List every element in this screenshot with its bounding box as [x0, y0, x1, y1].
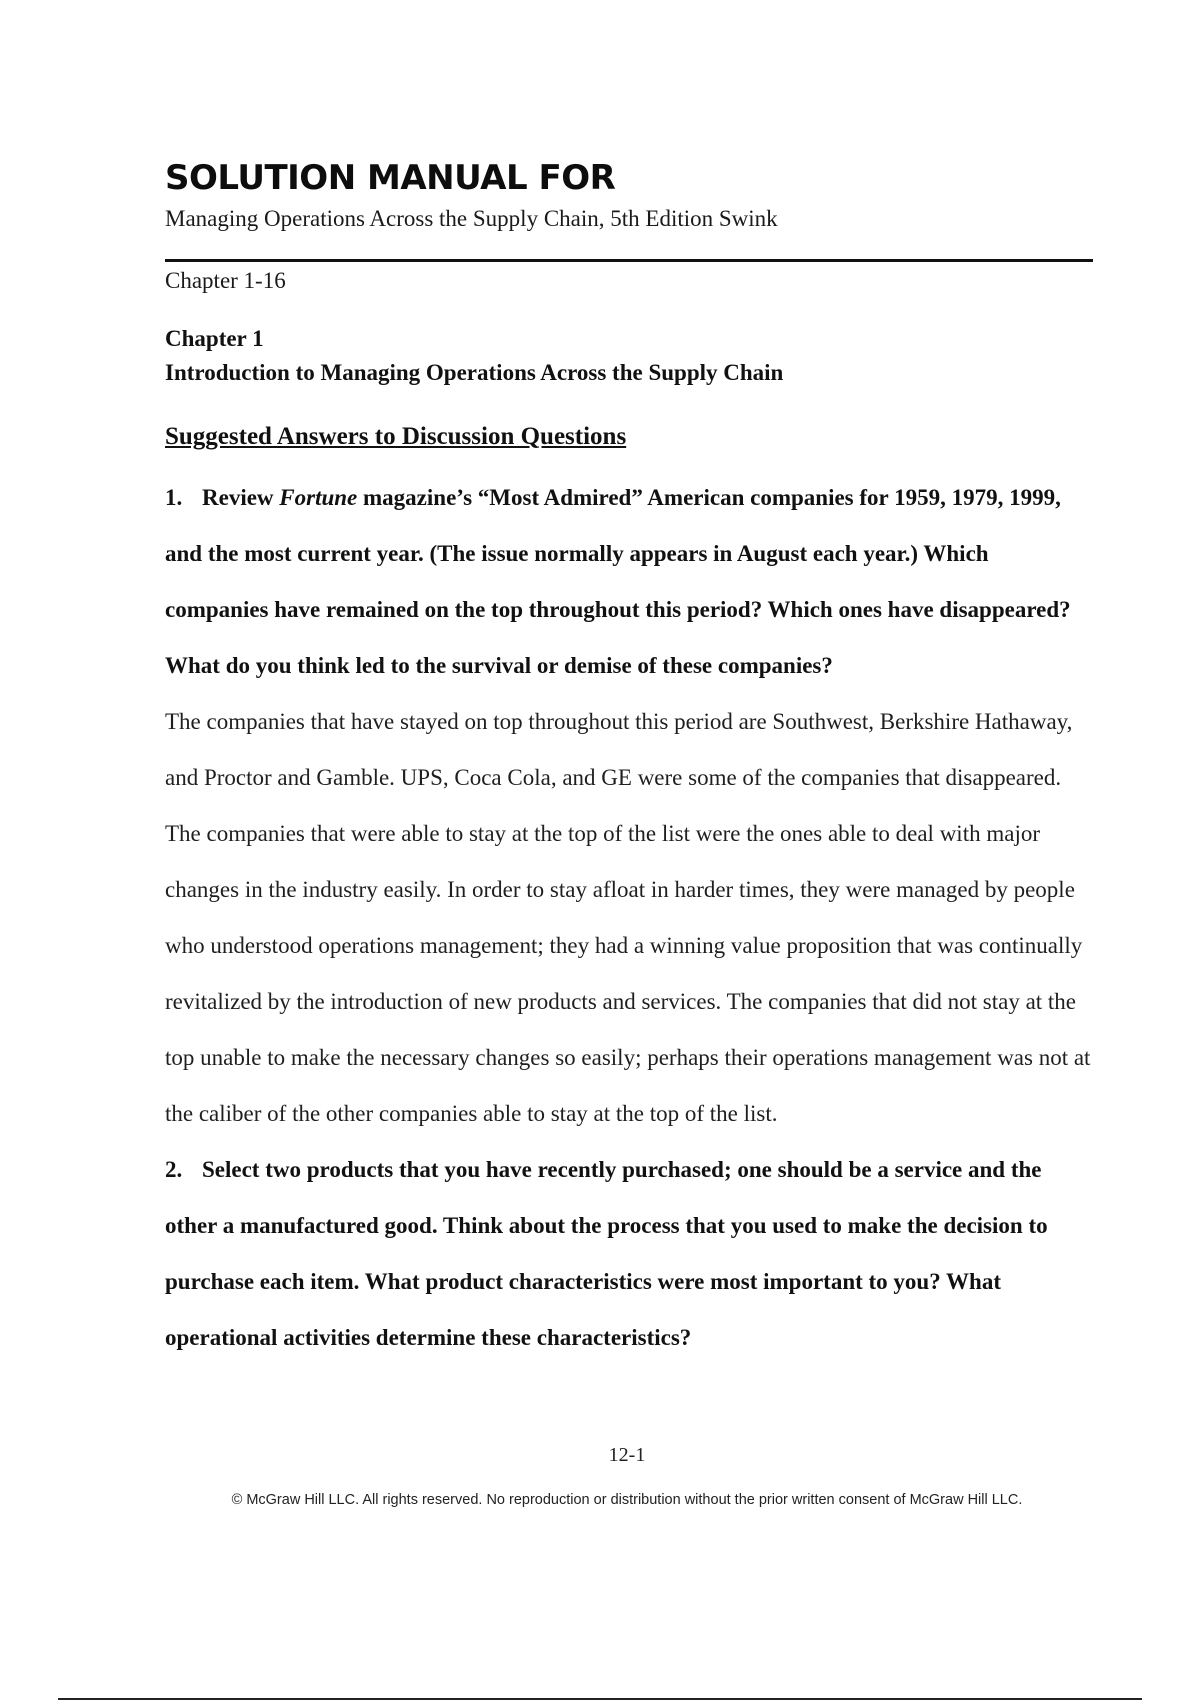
copyright-notice: © McGraw Hill LLC. All rights reserved. No reproduction or distribution without the prior written consent of McGraw Hill LLC. [231, 1492, 1023, 1508]
document-subtitle: Managing Operations Across the Supply Chain, 5th Edition Swink [165, 206, 778, 231]
question-text-start: Review [202, 485, 280, 510]
chapter-title: Introduction to Managing Operations Across the Supply Chain [165, 360, 784, 385]
section-heading: Suggested Answers to Discussion Questions [165, 423, 627, 450]
question-2 [165, 1142, 1095, 1366]
header-divider [165, 259, 1093, 262]
question-number: 1. [165, 485, 183, 510]
answer-1: The companies that have stayed on top throughout this period are Southwest, Berkshire Hathaway, and Proctor and Gamble. UPS, Coca Cola, and GE were some of the companies that disappeared. The companies that were able to stay at the top of the list were the ones able to deal with major changes in the industry easily. In order to stay afloat in harder times, they were managed by people who understood operations management; they had a winning value proposition that was continually revitalized by the introduction of new products and services. The companies that did not stay at the top unable to make the necessary changes so easily; perhaps their operations management was not at the caliber of the other companies able to stay at the top of the list. [165, 709, 1091, 1126]
page-number: 12-1 [608, 1444, 646, 1466]
question-number: 2. [165, 1157, 183, 1182]
document-title: SOLUTION MANUAL FOR [165, 158, 616, 198]
question-1 [165, 470, 1095, 694]
question-italic-text: Fortune [279, 485, 358, 510]
page-content [165, 158, 1095, 1366]
question-text-end: magazine’s “Most Admired” American companies for 1959, 1979, 1999, and the most current year. (The issue normally appears in August each year.) Which companies have remained on the top throughout this period? Which ones have disappeared? What do you think led to the survival or demise of these companies? [165, 485, 1071, 678]
question-text: Select two products that you have recently purchased; one should be a service and the other a manufactured good. Think about the process that you used to make the decision to purchase each item. What product characteristics were most important to you? What operational activities determine these characteristics? [165, 1157, 1048, 1350]
chapter-range: Chapter 1-16 [165, 268, 286, 293]
chapter-label: Chapter 1 [165, 326, 264, 351]
